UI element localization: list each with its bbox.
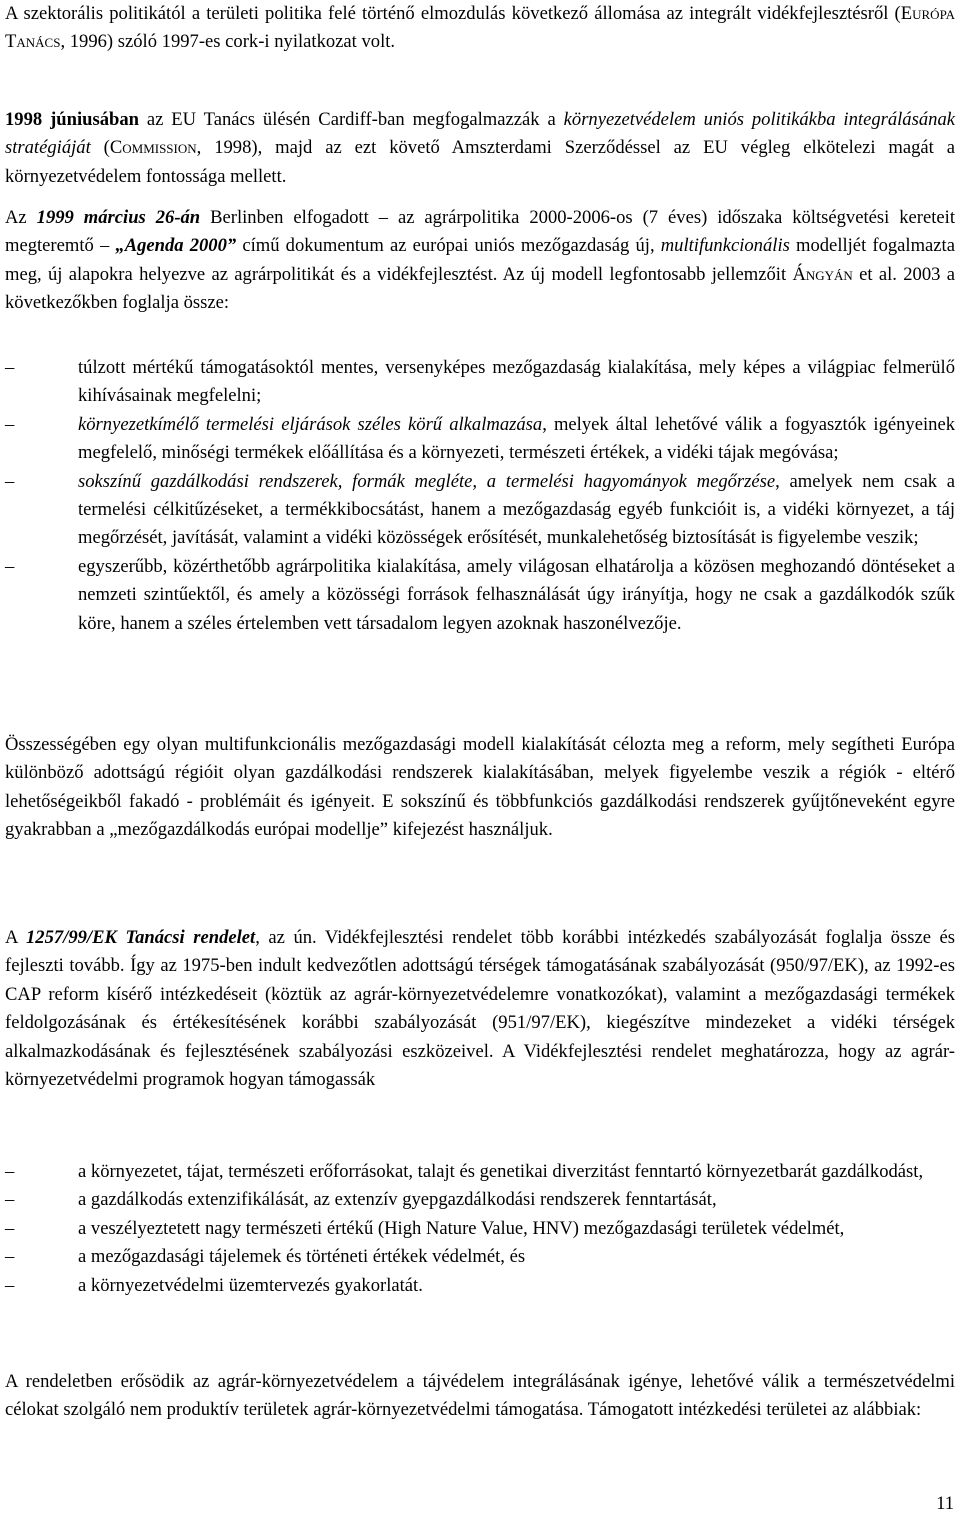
list-item: – egyszerűbb, közérthetőbb agrárpolitika kialakítása, amely világosan elhatárolja a közösen meghozandó döntéseket a nemzeti szintűektől, és amely a közösségi források felhasználását úgy irányítja, hogy ne csak a gazdálkodók szűk köre, hanem a széles értelemben vett társadalom legyen azoknak haszonélvezője. [5, 553, 955, 638]
multifunctional-term: multifunkcionális [660, 235, 790, 257]
citation-commission: Commission [109, 137, 197, 159]
citation-angyan: Ángyán [792, 263, 853, 285]
date-1999-march: 1999 március 26-án [36, 207, 201, 228]
page-number: 11 [936, 1493, 954, 1514]
list-item: – a környezetvédelmi üzemtervezés gyakorlatát. [5, 1272, 955, 1300]
list-item: – sokszínű gazdálkodási rendszerek, formák megléte, a termelési hagyományok megőrzése, amelyek nem csak a termelési célkitűzéseket, a termékkibocsátást, hanem a mezőgazdaság egyéb funkcióit is, a vidéki környezet, a táj megőrzését, javítását, valamint a vidéki közösségek erősítését, munkalehetőség biztosítását is figyelembe veszik; [5, 468, 955, 553]
list-item: – a mezőgazdasági tájelemek és történeti értékek védelmét, és [5, 1243, 955, 1271]
list-item: – túlzott mértékű támogatásoktól mentes, versenyképes mezőgazdaság kialakítása, mely képes a világpiac felmerülő kihívásainak megfelelni; [5, 354, 955, 411]
list-item: – a gazdálkodás extenzifikálását, az extenzív gyepgazdálkodási rendszerek fenntartását, [5, 1186, 955, 1214]
agenda-2000-features-list [5, 354, 955, 638]
agenda-2000-title: „Agenda 2000” [115, 235, 237, 257]
strategy-title: környezetvédelem uniós politikákba integrálásának stratégiáját [5, 109, 955, 159]
paragraph-cork-declaration: A szektorális politikától a területi politika felé történő elmozdulás következő állomása az integrált vidékfejlesztésről (Európa Tanács, 1996) szóló 1997-es cork-i nyilatkozat volt. [5, 3, 955, 53]
paragraph-regulation-landscape: A rendeletben erősödik az agrár-környezetvédelem a tájvédelem integrálásának igénye, lehetővé válik a természetvédelmi célokat szolgáló nem produktív területek agrár-környezetvédelmi támogatása. Támogatott intézkedési területei az alábbiak: [5, 1371, 955, 1421]
citation-europa-tanacs: Európa Tanács [5, 3, 955, 53]
list-item: – a környezetet, tájat, természeti erőforrásokat, talajt és genetikai diverzitást fenntartó környezetbarát gazdálkodást, [5, 1158, 955, 1186]
paragraph-summary: Összességében egy olyan multifunkcionális mezőgazdasági modell kialakítását célozta meg a reform, mely segítheti Európa különböző adottságú régióit olyan gazdálkodási rendszerek kialakításában, melyek figyelembe veszik a régiók - eltérő lehetőségeikből fakadó - problémáit és igényeit. E sokszínű és többfunkciós gazdálkodási rendszerek gyűjtőneveként egyre gyakrabban a „mezőgazdálkodás európai modellje” kifejezést használjuk. [5, 734, 955, 841]
regulation-title: 1257/99/EK Tanácsi rendelet [25, 927, 256, 948]
list-item: – környezetkímélő termelési eljárások széles körű alkalmazása, melyek által lehetővé válik a fogyasztók igényeinek megfelelő, minőségi termékek előállítása és a környezeti, természeti értékek, a vidéki tájak megóvása; [5, 411, 955, 468]
agri-environment-support-list [5, 1158, 955, 1300]
paragraph-regulation-1257: A 1257/99/EK Tanácsi rendelet, az ún. Vidékfejlesztési rendelet több korábbi intézkedés szabályozását foglalja össze és fejleszti tovább. Így az 1975-ben indult kedvezőtlen adottságú térségek támogatásának szabályozását (950/97/EK), az 1992-es CAP reform kísérő intézkedéseit (köztük az agrár-környezetvédelemre vonatkozókat), valamint a mezőgazdasági termékek feldolgozásának és értékesítésének korábbi szabályozását (951/97/EK), kiegészítve mindezeket a vidéki térségek alkalmazkodásának és fejlesztésének szabályozási eszközeivel. A Vidékfejlesztési rendelet meghatározza, hogy az agrár-környezetvédelmi programok hogyan támogassák [5, 927, 955, 1091]
paragraph-agenda-2000: Az 1999 március 26-án Berlinben elfogadott – az agrárpolitika 2000-2006-os (7 éves) időszaka költségvetési kereteit megteremtő – „Agenda 2000” című dokumentum az európai uniós mezőgazdaság új, multifunkcionális modelljét fogalmazta meg, új alapokra helyezve az agrárpolitikát és a vidékfejlesztést. Az új modell legfontosabb jellemzőit Ángyán et al. 2003 a következőkben foglalja össze: [5, 207, 955, 314]
paragraph-cardiff: 1998 júniusában az EU Tanács ülésén Cardiff-ban megfogalmazzák a környezetvédelem uniós politikákba integrálásának stratégiáját (Commission, 1998), majd az ezt követő Amszterdami Szerződéssel az EU végleg elkötelezi magát a környezetvédelem fontossága mellett. [5, 109, 955, 187]
date-1998-june: 1998 júniusában [5, 109, 139, 130]
list-item: – a veszélyeztetett nagy természeti értékű (High Nature Value, HNV) mezőgazdasági területek védelmét, [5, 1215, 955, 1243]
